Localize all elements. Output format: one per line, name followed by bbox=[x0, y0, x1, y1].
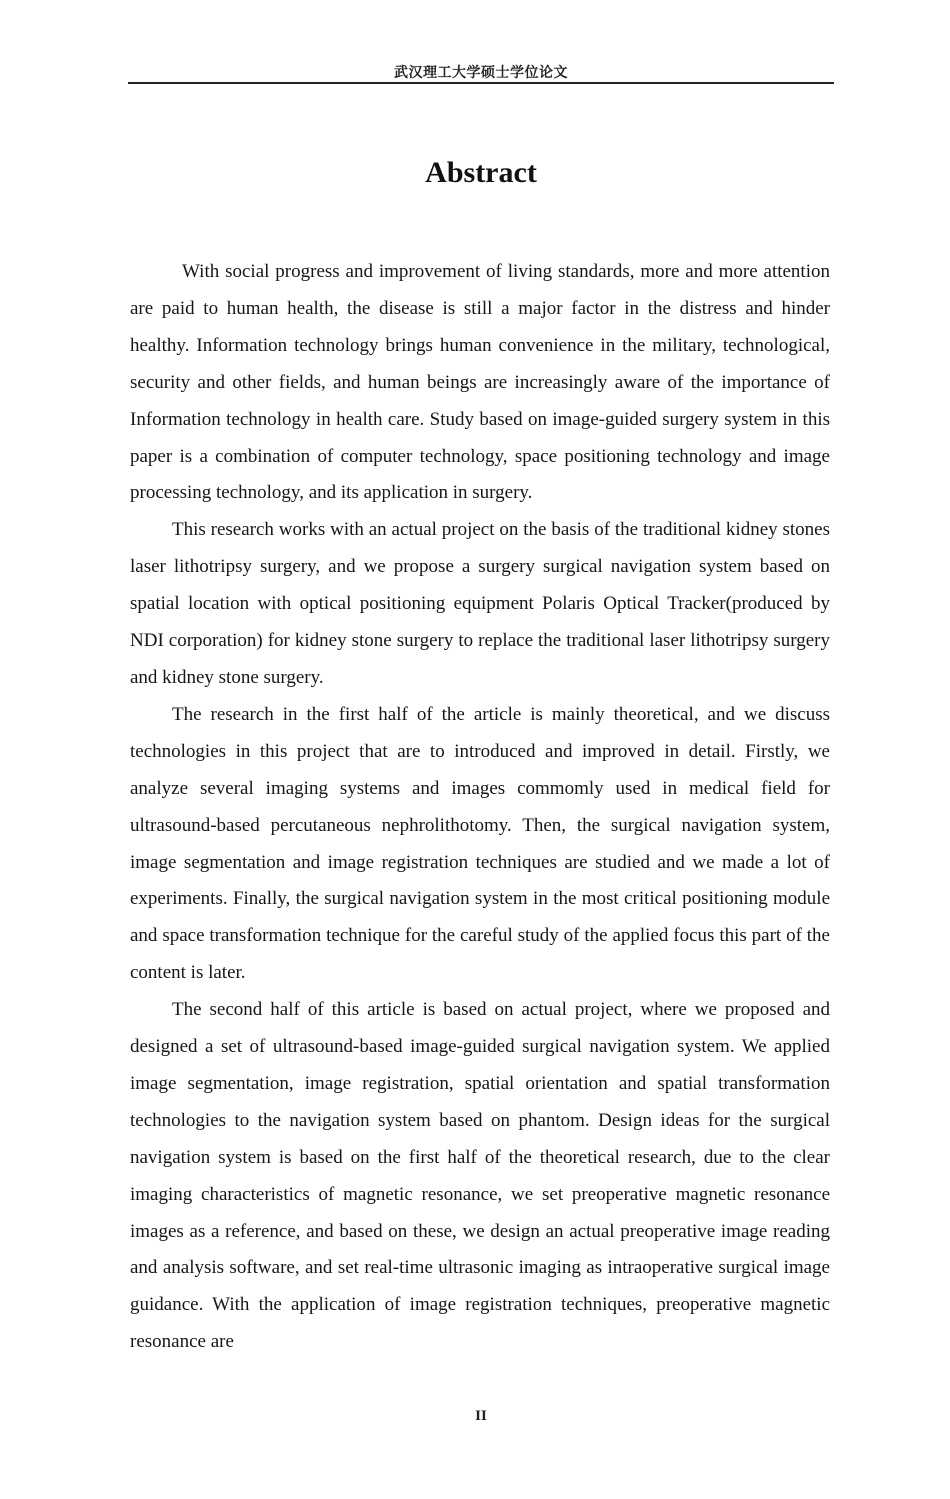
header-rule bbox=[128, 82, 834, 84]
running-header: 武汉理工大学硕士学位论文 bbox=[394, 65, 568, 81]
paragraph-3: The research in the first half of the article is mainly theoretical, and we discuss technologies in this project that are to introduced and improved in detail. Firstly, we analyze several imaging systems and images commomly used in medical field for ultrasound-based percutaneous nephrolithotomy. Then, the surgical navigation system, image segmentation and image registration techniques are studied and we made a lot of experiments. Finally, the surgical navigation system in the most critical positioning module and space transformation technique for the careful study of the applied focus this part of the content is later. bbox=[130, 703, 830, 984]
paragraph-4: The second half of this article is based on actual project, where we proposed and designed a set of ultrasound-based image-guided surgical navigation system. We applied image segmentation, image registration, spatial orientation and spatial transformation technologies to the navigation system based on phantom. Design ideas for the surgical navigation system is based on the first half of the theoretical research, due to the clear imaging characteristics of magnetic resonance, we set preoperative magnetic resonance images as a reference, and based on these, we design an actual preoperative image reading and analysis software, and set real-time ultrasonic imaging as intraoperative surgical image guidance. With the application of image registration techniques, preoperative magnetic resonance are bbox=[130, 999, 830, 1353]
abstract-title: Abstract bbox=[425, 156, 537, 189]
paragraph-2: This research works with an actual project on the basis of the traditional kidney stones laser lithotripsy surgery, and we propose a surgery surgical navigation system based on spatial location with optical positioning equipment Polaris Optical Tracker(produced by NDI corporation) for kidney stone surgery to replace the traditional laser lithotripsy surgery and kidney stone surgery. bbox=[130, 519, 830, 688]
page-number: II bbox=[475, 1408, 487, 1424]
abstract-body bbox=[130, 254, 830, 1361]
paragraph-1: With social progress and improvement of living standards, more and more attention are paid to human health, the disease is still a major factor in the distress and hinder healthy. Information technology brings human convenience in the military, technological, security and other fields, and human beings are increasingly aware of the importance of Information technology in health care. Study based on image-guided surgery system in this paper is a combination of computer technology, space positioning technology and image processing technology, and its application in surgery. bbox=[130, 261, 830, 504]
